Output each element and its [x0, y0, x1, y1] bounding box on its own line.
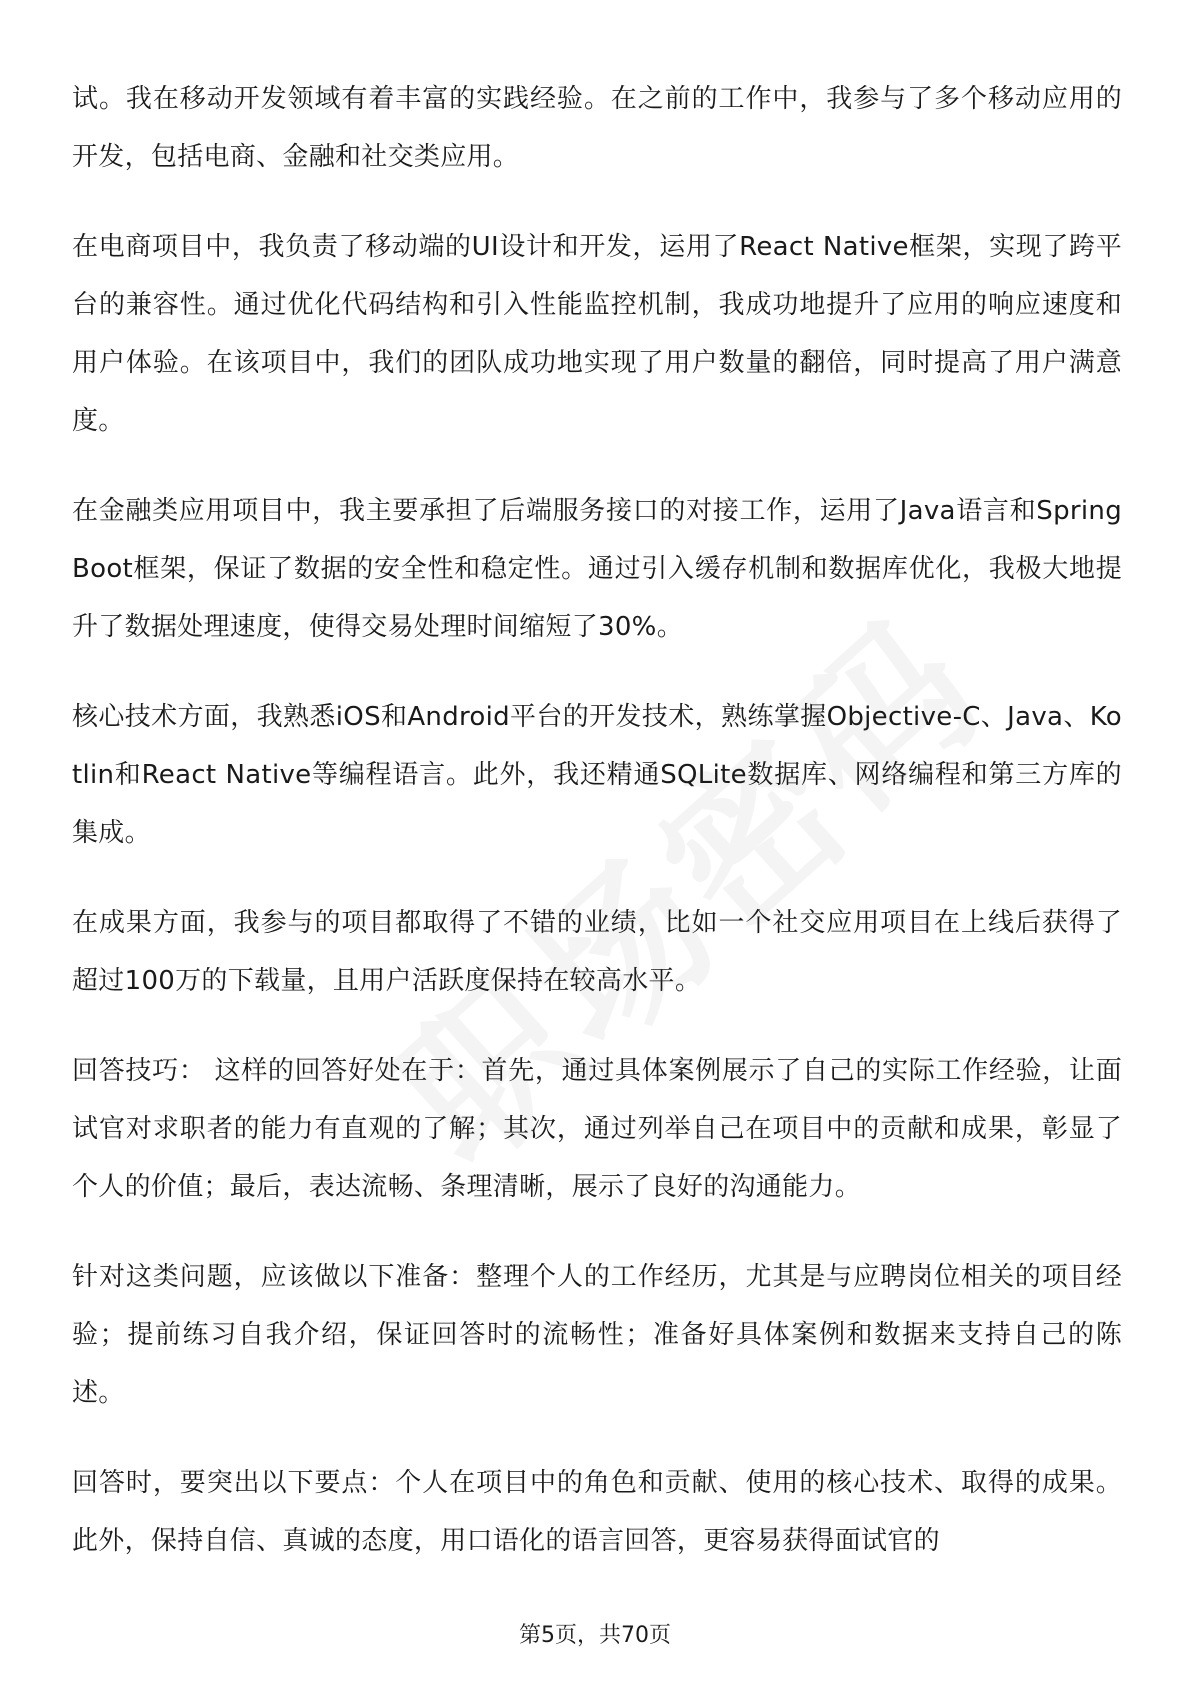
paragraph: 在金融类应用项目中，我主要承担了后端服务接口的对接工作，运用了Java语言和Spring Boot框架，保证了数据的安全性和稳定性。通过引入缓存机制和数据库优化，我极大地提升了数据处理速度，使得交易处理时间缩短了30%。 [72, 496, 1122, 642]
page-number-footer: 第5页，共70页 [519, 1623, 671, 1648]
paragraph: 在电商项目中，我负责了移动端的UI设计和开发，运用了React Native框架，实现了跨平台的兼容性。通过优化代码结构和引入性能监控机制，我成功地提升了应用的响应速度和用户体验。在该项目中，我们的团队成功地实现了用户数量的翻倍，同时提高了用户满意度。 [72, 232, 1122, 436]
paragraph: 试。我在移动开发领域有着丰富的实践经验。在之前的工作中，我参与了多个移动应用的开发，包括电商、金融和社交类应用。 [72, 84, 1122, 172]
paragraph: 回答时，要突出以下要点：个人在项目中的角色和贡献、使用的核心技术、取得的成果。此外，保持自信、真诚的态度，用口语化的语言回答，更容易获得面试官的 [72, 1468, 1122, 1556]
paragraph: 在成果方面，我参与的项目都取得了不错的业绩，比如一个社交应用项目在上线后获得了超过100万的下载量，且用户活跃度保持在较高水平。 [72, 908, 1122, 996]
paragraph: 核心技术方面，我熟悉iOS和Android平台的开发技术，熟练掌握Objective-C、Java、Kotlin和React Native等编程语言。此外，我还精通SQLite数据库、网络编程和第三方库的集成。 [72, 702, 1122, 848]
document-body [72, 70, 1122, 1602]
paragraph: 回答技巧： 这样的回答好处在于：首先，通过具体案例展示了自己的实际工作经验，让面试官对求职者的能力有直观的了解；其次，通过列举自己在项目中的贡献和成果，彰显了个人的价值；最后，表达流畅、条理清晰，展示了良好的沟通能力。 [72, 1056, 1122, 1202]
paragraph: 针对这类问题，应该做以下准备：整理个人的工作经历，尤其是与应聘岗位相关的项目经验；提前练习自我介绍，保证回答时的流畅性；准备好具体案例和数据来支持自己的陈述。 [72, 1262, 1122, 1408]
